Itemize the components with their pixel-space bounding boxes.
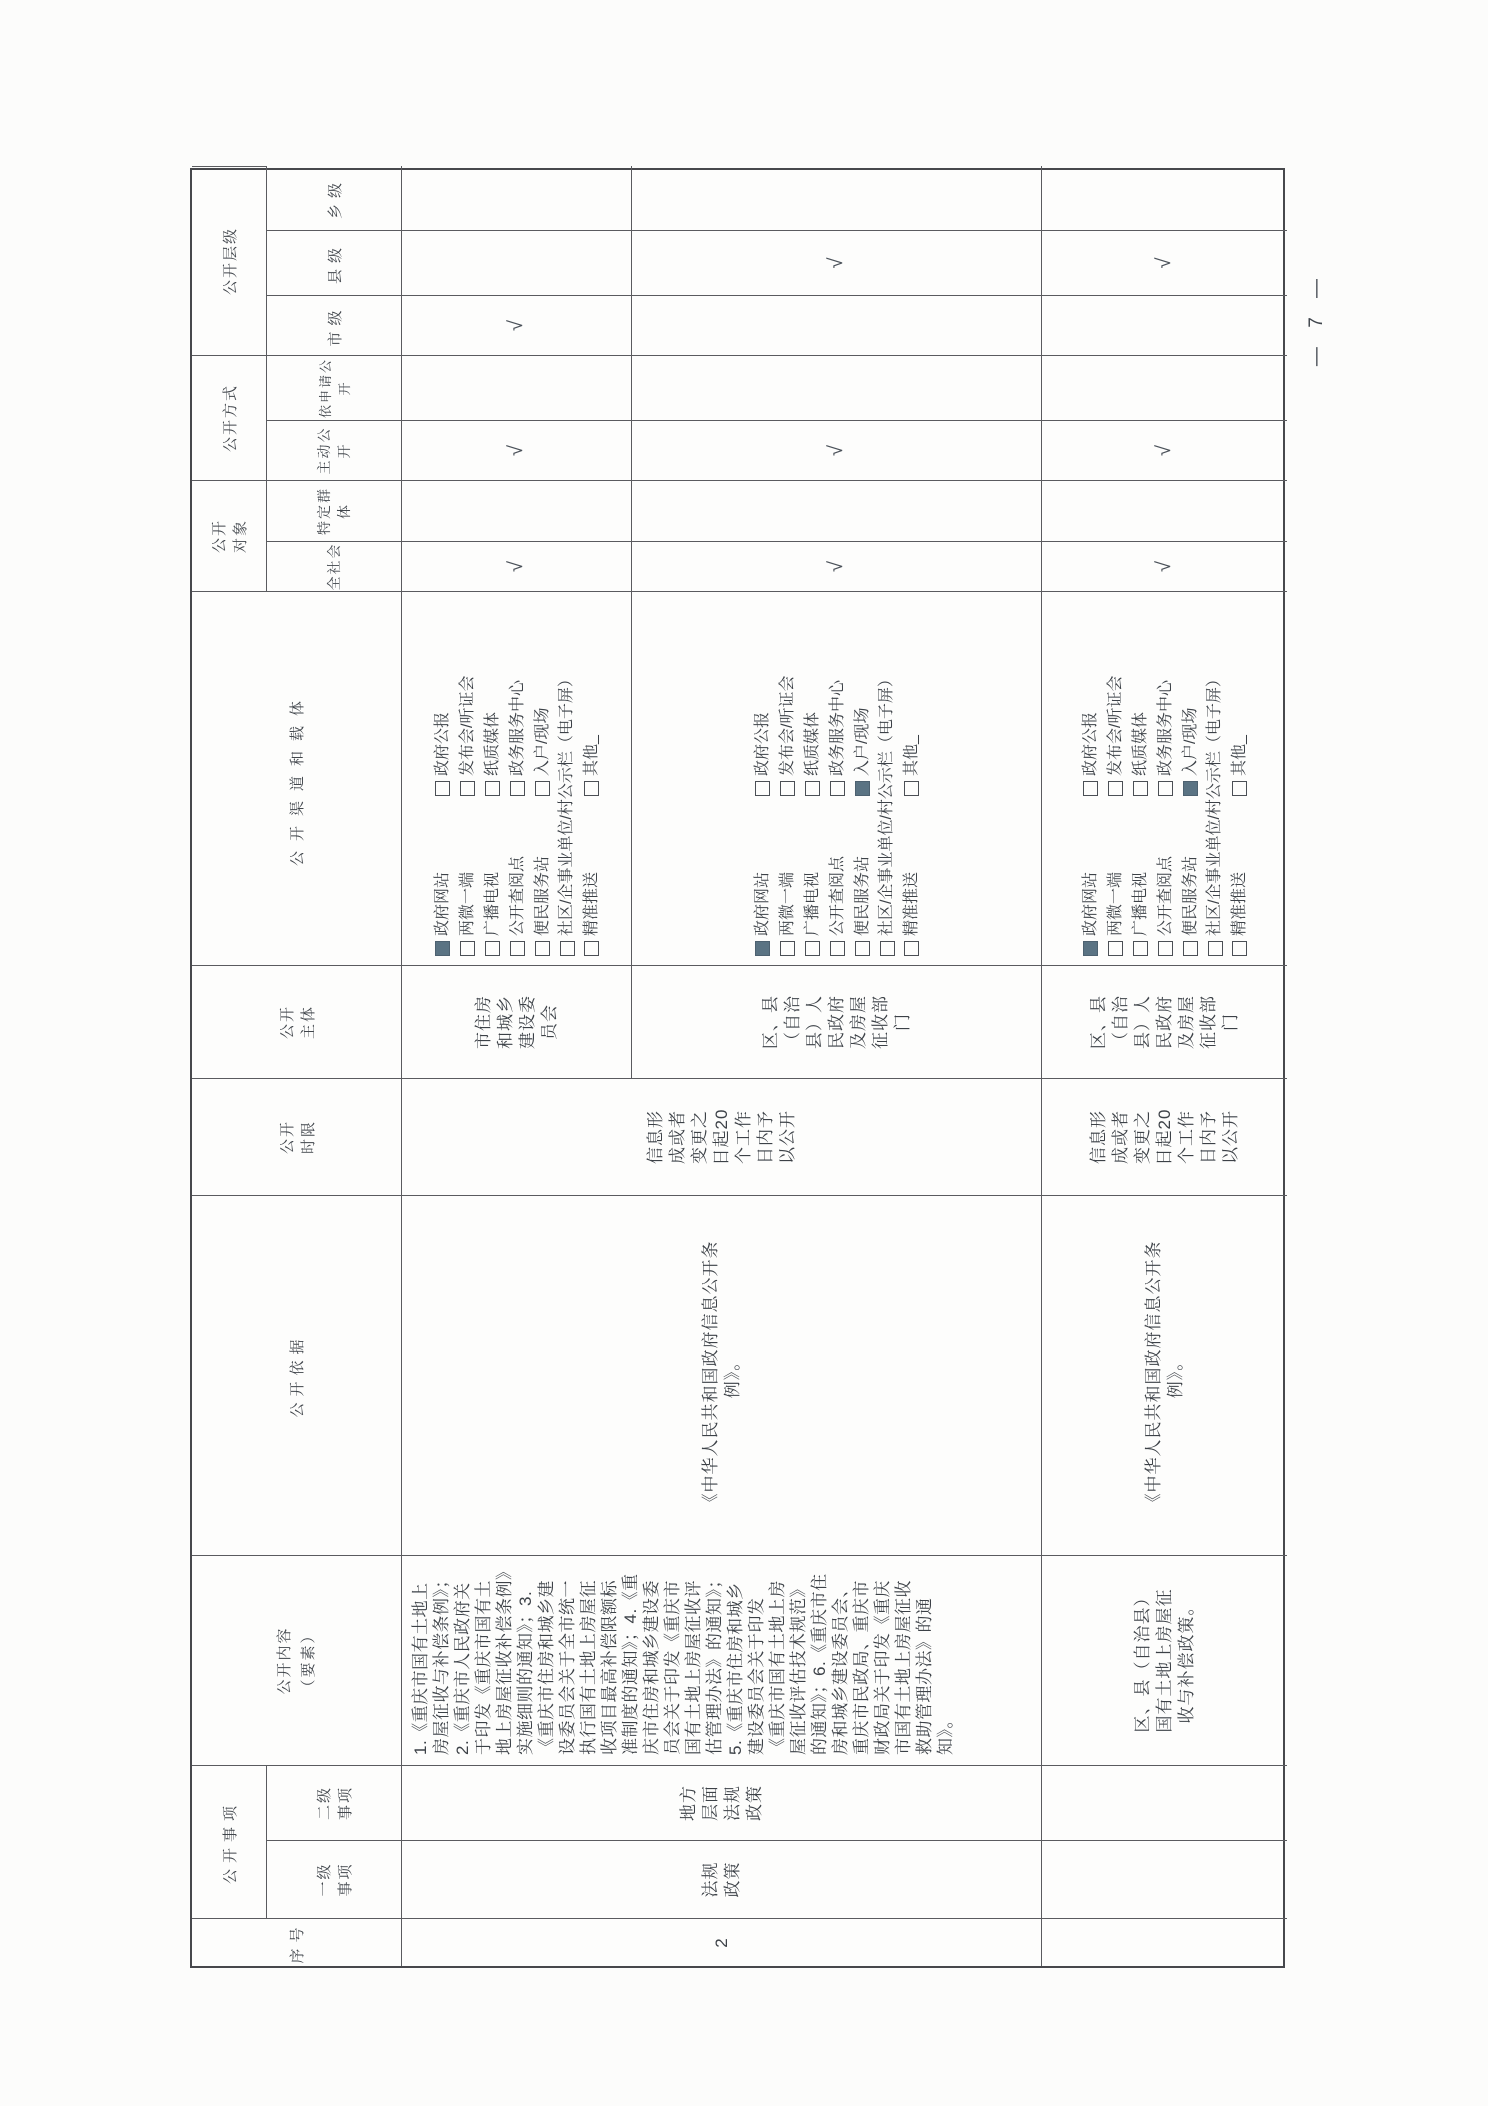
check-specific-groups-row2 xyxy=(632,480,1042,541)
channel-line xyxy=(1178,592,1203,965)
channel-label: 纸质媒体 xyxy=(483,711,501,776)
disclosure-content-cell xyxy=(402,1555,1042,1765)
serial-number-cell-row3 xyxy=(1042,1918,1287,1966)
channel-item xyxy=(1128,712,1153,796)
checkbox-icon xyxy=(1183,941,1198,956)
checkbox-icon xyxy=(904,941,919,956)
header-proactive-disclosure-label: 主动公开 xyxy=(316,426,352,475)
checkmark: √ xyxy=(825,561,847,572)
header-specific-groups xyxy=(267,480,402,541)
checkbox-icon xyxy=(780,941,795,956)
checkbox-icon xyxy=(1208,941,1223,956)
channel-label: 政府公报 xyxy=(1081,711,1099,776)
channel-item xyxy=(1078,806,1103,956)
channel-line xyxy=(825,592,850,965)
disclosure-deadline-text: 信息形成或者变更之日起20个工作日内予以公开 xyxy=(645,1108,797,1166)
checkbox-icon xyxy=(830,781,845,796)
channel-item xyxy=(430,712,455,796)
header-level-group xyxy=(192,166,267,355)
checkbox-icon xyxy=(1232,941,1247,956)
disclosure-basis-cell-row3 xyxy=(1042,1195,1287,1555)
channel-label: 入户/现场 xyxy=(853,707,871,776)
header-serial-number xyxy=(192,1918,402,1966)
header-whole-society xyxy=(267,541,402,591)
channel-label: 其他_ xyxy=(902,735,920,776)
disclosure-content-text-row3: 区、县（自治县）国有土地上房屋征收与补偿政策。 xyxy=(1132,1588,1196,1733)
check-proactive-row2 xyxy=(632,420,1042,480)
channel-label: 社区/企事业单位/村公示栏（电子屏） xyxy=(1205,671,1223,936)
disclosure-content-cell-row3 xyxy=(1042,1555,1287,1765)
channel-item xyxy=(800,806,825,956)
subject-text-row2: 区、县（自治县）人民政府及房屋征收部门 xyxy=(760,995,912,1049)
header-disclosure-content-line1: 公开内容 xyxy=(275,1626,293,1695)
channel-item xyxy=(875,660,899,956)
channel-label: 政府公报 xyxy=(753,711,771,776)
channel-line xyxy=(505,592,530,965)
channel-line xyxy=(1203,592,1227,965)
check-county-level-row1 xyxy=(402,230,632,295)
header-channels-carriers xyxy=(192,591,402,965)
channel-line xyxy=(555,592,579,965)
channels-cell-row1 xyxy=(402,591,632,965)
header-disclosure-matters-label: 公开事项 xyxy=(221,1800,239,1885)
checkbox-icon xyxy=(435,781,450,796)
level2-matter-value: 地方层面法规政策 xyxy=(678,1785,764,1821)
checkbox-icon xyxy=(1183,781,1198,796)
check-whole-society-row3 xyxy=(1042,541,1287,591)
channel-item xyxy=(775,806,800,956)
channel-label: 广播电视 xyxy=(483,871,501,936)
checkmark: √ xyxy=(825,257,847,269)
channel-item xyxy=(530,806,555,956)
checkbox-icon xyxy=(755,781,770,796)
check-whole-society-row1 xyxy=(402,541,632,591)
disclosure-deadline-cell xyxy=(402,1078,1042,1195)
checkbox-icon xyxy=(1158,781,1173,796)
check-specific-groups-row3 xyxy=(1042,480,1287,541)
channel-label: 精准推送 xyxy=(1230,871,1248,936)
check-township-level-row1 xyxy=(402,166,632,230)
channel-item xyxy=(505,806,530,956)
checkbox-icon xyxy=(1083,781,1098,796)
checkbox-icon xyxy=(855,941,870,956)
level1-matter-cell xyxy=(402,1840,1042,1918)
header-audience-group xyxy=(192,480,267,591)
header-disclosure-subject xyxy=(192,965,402,1078)
channel-item xyxy=(1227,806,1252,956)
header-level1-matter-label: 一级事项 xyxy=(316,1862,354,1897)
channel-label: 精准推送 xyxy=(582,871,600,936)
check-proactive-row3 xyxy=(1042,420,1287,480)
channel-label: 社区/企事业单位/村公示栏（电子屏） xyxy=(877,671,895,936)
channel-label: 发布会/听证会 xyxy=(778,675,796,776)
channel-line xyxy=(1153,592,1178,965)
checkbox-icon xyxy=(535,781,550,796)
level2-matter-cell-row3 xyxy=(1042,1765,1287,1840)
header-township-level xyxy=(267,166,402,230)
check-specific-groups-row1 xyxy=(402,480,632,541)
channel-label: 便民服务站 xyxy=(853,855,871,936)
subject-text-row1: 市住房和城乡建设委员会 xyxy=(473,995,559,1049)
checkmark: √ xyxy=(1153,445,1175,456)
channel-item xyxy=(899,806,924,956)
checkbox-icon xyxy=(1108,781,1123,796)
channel-label: 两微一端 xyxy=(1106,871,1124,936)
channel-line xyxy=(1128,592,1153,965)
disclosure-deadline-text-row3: 信息形成或者变更之日起20个工作日内予以公开 xyxy=(1088,1108,1240,1166)
checkbox-icon xyxy=(1158,941,1173,956)
disclosure-table xyxy=(190,168,1285,1968)
header-method-group xyxy=(192,355,267,480)
channel-item xyxy=(1203,660,1227,956)
checkbox-icon xyxy=(510,781,525,796)
channel-item xyxy=(825,806,850,956)
header-level2-matter-label: 二级事项 xyxy=(316,1786,354,1821)
channel-label: 入户/现场 xyxy=(533,707,551,776)
channel-label: 公开查阅点 xyxy=(508,855,526,936)
channel-item xyxy=(750,712,775,796)
level1-matter-cell-row3 xyxy=(1042,1840,1287,1918)
check-whole-society-row2 xyxy=(632,541,1042,591)
checkbox-icon xyxy=(460,781,475,796)
header-disclosure-content-line2: （要素） xyxy=(299,1626,317,1695)
check-proactive-row1 xyxy=(402,420,632,480)
header-upon-request-disclosure-label: 依申请公开 xyxy=(318,358,352,419)
channel-item xyxy=(1153,806,1178,956)
channel-line xyxy=(750,592,775,965)
header-city-level xyxy=(267,295,402,355)
level2-matter-cell xyxy=(402,1765,1042,1840)
check-upon-request-row3 xyxy=(1042,355,1287,420)
checkbox-icon xyxy=(1083,941,1098,956)
header-serial-number-label: 序号 xyxy=(289,1921,306,1964)
checkmark: √ xyxy=(505,445,527,456)
header-disclosure-basis-label: 公开依据 xyxy=(289,1333,306,1418)
checkbox-icon xyxy=(1108,941,1123,956)
subject-cell-row2 xyxy=(632,965,1042,1078)
channel-item xyxy=(850,806,875,956)
channel-label: 纸质媒体 xyxy=(1131,711,1149,776)
channel-label: 广播电视 xyxy=(803,871,821,936)
check-upon-request-row2 xyxy=(632,355,1042,420)
serial-number-value: 2 xyxy=(711,1937,731,1948)
channel-label: 便民服务站 xyxy=(533,855,551,936)
channel-label: 入户/现场 xyxy=(1181,707,1199,776)
channel-line xyxy=(800,592,825,965)
channel-item xyxy=(1128,806,1153,956)
channel-item xyxy=(850,708,875,796)
checkbox-icon xyxy=(560,941,575,956)
checkbox-icon xyxy=(1133,941,1148,956)
header-channels-carriers-label: 公开渠道和载体 xyxy=(289,691,306,867)
channel-line xyxy=(480,592,505,965)
checkmark: √ xyxy=(505,561,527,572)
checkbox-icon xyxy=(535,941,550,956)
channel-label: 政府网站 xyxy=(753,871,771,936)
channel-item xyxy=(1103,806,1128,956)
check-county-level-row2 xyxy=(632,230,1042,295)
check-county-level-row3 xyxy=(1042,230,1287,295)
header-disclosure-matters-group xyxy=(192,1765,267,1918)
channel-item xyxy=(899,735,924,796)
header-level1-matter xyxy=(267,1840,402,1918)
checkmark: √ xyxy=(1153,561,1175,572)
channel-item xyxy=(1178,708,1203,796)
channel-label: 公开查阅点 xyxy=(828,855,846,936)
channel-label: 政府网站 xyxy=(1081,871,1099,936)
checkbox-icon xyxy=(510,941,525,956)
checkbox-icon xyxy=(584,941,599,956)
checkbox-icon xyxy=(755,941,770,956)
header-city-level-label: 市级 xyxy=(326,304,344,347)
disclosure-basis-text: 《中华人民共和国政府信息公开条例》。 xyxy=(700,1240,742,1511)
channel-item xyxy=(480,712,505,796)
checkbox-icon xyxy=(805,781,820,796)
channel-label: 政府网站 xyxy=(433,871,451,936)
channel-item xyxy=(1178,806,1203,956)
channel-item xyxy=(430,806,455,956)
channel-item xyxy=(505,680,530,796)
checkbox-icon xyxy=(904,781,919,796)
checkbox-icon xyxy=(830,941,845,956)
channel-label: 两微一端 xyxy=(458,871,476,936)
channel-line xyxy=(1078,592,1103,965)
header-township-level-label: 乡级 xyxy=(326,177,344,220)
header-disclosure-subject-label: 公开主体 xyxy=(278,1005,317,1040)
channel-label: 发布会/听证会 xyxy=(1106,675,1124,776)
channels-cell-row3 xyxy=(1042,591,1287,965)
checkbox-icon xyxy=(805,941,820,956)
header-upon-request-disclosure xyxy=(267,355,402,420)
subject-text-row3: 区、县（自治县）人民政府及房屋征收部门 xyxy=(1088,995,1240,1049)
header-method-group-label: 公开方式 xyxy=(221,384,239,453)
channel-label: 社区/企事业单位/村公示栏（电子屏） xyxy=(557,671,575,936)
serial-number-cell xyxy=(402,1918,1042,1966)
channel-item xyxy=(579,735,604,796)
header-audience-group-label: 公开对象 xyxy=(211,519,249,554)
channel-label: 两微一端 xyxy=(778,871,796,936)
header-specific-groups-label: 特定群体 xyxy=(316,487,352,535)
header-whole-society-label: 全社会 xyxy=(326,542,342,591)
subject-cell-row1 xyxy=(402,965,632,1078)
checkbox-icon xyxy=(780,781,795,796)
disclosure-basis-cell xyxy=(402,1195,1042,1555)
channel-item xyxy=(480,806,505,956)
header-county-level-label: 县级 xyxy=(326,242,344,285)
check-city-level-row1 xyxy=(402,295,632,355)
header-proactive-disclosure xyxy=(267,420,402,480)
channel-line xyxy=(875,592,899,965)
channel-label: 纸质媒体 xyxy=(803,711,821,776)
checkbox-icon xyxy=(435,941,450,956)
channel-label: 政府公报 xyxy=(433,711,451,776)
channel-item xyxy=(750,806,775,956)
channel-line xyxy=(579,592,604,965)
channel-item xyxy=(1078,712,1103,796)
channel-item xyxy=(1227,735,1252,796)
channel-label: 政务服务中心 xyxy=(828,679,846,776)
checkmark: √ xyxy=(825,445,847,456)
checkmark: √ xyxy=(1153,257,1175,269)
header-disclosure-deadline-label: 公开时限 xyxy=(278,1120,317,1155)
disclosure-content-text: 1.《重庆市国有土地上房屋征收与补偿条例》；2.《重庆市人民政府关于印发《重庆市国有土地上房屋征收补偿条例》实施细则的通知》；3.《重庆市住房和城乡建设委员会关于全市统一执行国有土地上房屋征收项目最高补偿限额标准制度的通知》；4.《重庆市住房和城乡建设委员会关于印发《重庆市国有土地上房屋征收评估管理办法》的通知》；5.《重庆市住房和城乡建设委员会关于印发《重庆市国有土地上房屋征收评估技术规范》的通知》；6.《重庆市住房和城乡建设委员会、重庆市民政局、重庆市财政局关于印发《重庆市国有土地上房屋征收救助管理办法》的通知》。 xyxy=(411,1571,955,1755)
channel-item xyxy=(455,806,480,956)
channel-line xyxy=(455,592,480,965)
rotated-landscape-sheet xyxy=(190,168,1285,1968)
checkbox-icon xyxy=(855,781,870,796)
check-township-level-row2 xyxy=(632,166,1042,230)
disclosure-basis-text-row3: 《中华人民共和国政府信息公开条例》。 xyxy=(1143,1240,1185,1511)
channel-line xyxy=(430,592,455,965)
checkbox-icon xyxy=(1133,781,1148,796)
channel-item xyxy=(1153,680,1178,796)
disclosure-deadline-cell-row3 xyxy=(1042,1078,1287,1195)
channel-label: 政务服务中心 xyxy=(1156,679,1174,776)
header-county-level xyxy=(267,230,402,295)
checkbox-icon xyxy=(460,941,475,956)
channel-item xyxy=(825,680,850,796)
channel-label: 便民服务站 xyxy=(1181,855,1199,936)
channels-cell-row2 xyxy=(632,591,1042,965)
header-disclosure-content xyxy=(192,1555,402,1765)
header-disclosure-basis xyxy=(192,1195,402,1555)
channel-label: 其他_ xyxy=(582,735,600,776)
channel-item xyxy=(800,712,825,796)
channel-label: 发布会/听证会 xyxy=(458,675,476,776)
channel-line xyxy=(775,592,800,965)
channel-item xyxy=(1103,676,1128,796)
channel-line xyxy=(1227,592,1252,965)
channel-line xyxy=(850,592,875,965)
checkbox-icon xyxy=(485,941,500,956)
check-city-level-row2 xyxy=(632,295,1042,355)
checkbox-icon xyxy=(485,781,500,796)
checkmark: √ xyxy=(505,320,527,331)
channel-label: 政务服务中心 xyxy=(508,679,526,776)
header-disclosure-deadline xyxy=(192,1078,402,1195)
check-township-level-row3 xyxy=(1042,166,1287,230)
channel-label: 其他_ xyxy=(1230,735,1248,776)
check-upon-request-row1 xyxy=(402,355,632,420)
channel-item xyxy=(775,676,800,796)
subject-cell-row3 xyxy=(1042,965,1287,1078)
channel-item xyxy=(455,676,480,796)
channel-label: 精准推送 xyxy=(902,871,920,936)
channel-line xyxy=(530,592,555,965)
channel-line xyxy=(1103,592,1128,965)
checkbox-icon xyxy=(584,781,599,796)
check-city-level-row3 xyxy=(1042,295,1287,355)
channel-line xyxy=(899,592,924,965)
channel-label: 公开查阅点 xyxy=(1156,855,1174,936)
channel-item xyxy=(579,806,604,956)
header-level-group-label: 公开层级 xyxy=(221,227,239,296)
checkbox-icon xyxy=(880,941,895,956)
channel-item xyxy=(530,708,555,796)
checkbox-icon xyxy=(1232,781,1247,796)
page-number: — 7 — xyxy=(1306,271,1327,367)
channel-label: 广播电视 xyxy=(1131,871,1149,936)
level1-matter-value: 法规政策 xyxy=(700,1861,742,1898)
channel-item xyxy=(555,660,579,956)
header-level2-matter xyxy=(267,1765,402,1840)
